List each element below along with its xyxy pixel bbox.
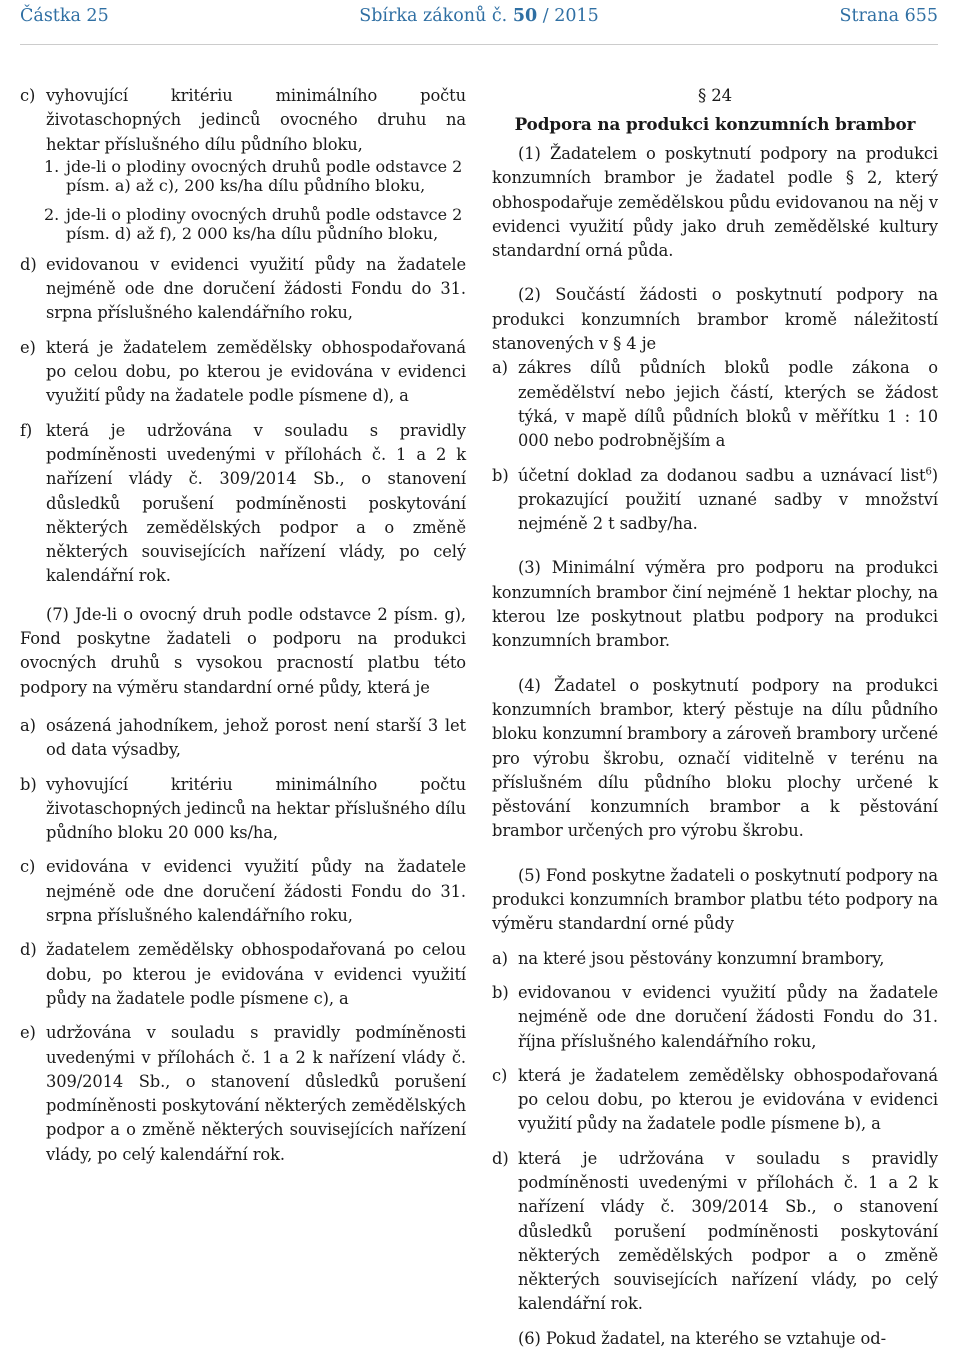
list-item (492, 981, 938, 1054)
item-text: vyhovující kritériu minimálního počtu životaschopných jedinců na hektar příslušného dílu půdního bloku 20 000 ks/ha, (46, 774, 466, 843)
item-label: d) (492, 1148, 509, 1168)
list-item (492, 356, 938, 453)
list-item (492, 947, 938, 971)
header-divider (20, 44, 938, 45)
right-column (492, 84, 938, 1351)
item-label: d) (20, 940, 37, 960)
item-label: d) (20, 254, 37, 274)
paragraph-1: (1) Žadatelem o poskytnutí podpory na produkci konzumních brambor je žadatel podle § 2, který obhospodařuje zemědělskou půdu evidovanou na něj v evidenci využití půdy jako druh zemědělské kultury standardní orná půda. (492, 144, 938, 261)
item-text-part: účetní doklad za dodanou sadbu a uznávací list (518, 465, 926, 485)
page-header (20, 6, 938, 32)
item-text: vyhovující kritériu minimálního počtu životaschopných jedinců ovocného druhu na hektar příslušného dílu půdního bloku, (46, 86, 466, 154)
item-label: a) (492, 358, 508, 378)
list-item (20, 773, 466, 846)
list-item (492, 1064, 938, 1137)
paragraph-4: (4) Žadatel o poskytnutí podpory na produkci konzumních brambor, který pěstuje na dílu půdního bloku konzumní brambory a zároveň brambory určené pro výrobu škrobu, označí viditelně v terénu na příslušném dílu půdního bloku plochy určené k pěstování konzumních brambor a k pěstování brambor určených pro výrobu škrobu. (492, 675, 938, 841)
item-label: a) (492, 948, 508, 968)
item-text: zákres dílů půdních bloků podle zákona o zemědělství nebo jejich částí, kterých se žádost týká, v mapě dílů půdních bloků v měřítku 1 : 10 000 nebo podrobnějším a (518, 358, 938, 451)
item-text: žadatelem zemědělsky obhospodařovaná po celou dobu, po kterou je evidována v evidenci využití půdy na žadatele podle písmene c), a (46, 940, 466, 1008)
item-text: která je žadatelem zemědělsky obhospodařovaná po celou dobu, po kterou je evidována v evidenci využití půdy na žadatele podle písmene b), a (518, 1065, 938, 1134)
item-text: osázená jahodníkem, jehož porost není starší 3 let od data výsadby, (46, 715, 466, 760)
sub-list-item (20, 205, 466, 243)
header-part: Částka 25 (20, 6, 109, 26)
footnote-ref: 6 (925, 466, 932, 478)
item-text: evidována v evidenci využití půdy na žadatele nejméně ode dne doručení žádosti Fondu do 31. srpna příslušného kalendářního roku, (46, 857, 466, 926)
item-label: c) (492, 1065, 508, 1085)
item-text: která je udržována v souladu s pravidly podmíněnosti uvedenými v přílohách č. 1 a 2 k nařízení vlády č. 309/2014 Sb., o stanovení důsledků porušení podmíněnosti poskytování některých zemědělských podpor a o změně některých souvisejících nařízení vlády, po celý kalendářní rok. (518, 1148, 938, 1314)
header-page: Strana 655 (839, 6, 938, 26)
paragraph-3: (3) Minimální výměra pro podporu na produkci konzumních brambor činí nejméně 1 hektar plochy, na kterou lze poskytnout platbu podpory na produkci konzumních brambor. (492, 558, 938, 651)
item-text: která je žadatelem zemědělsky obhospodařovaná po celou dobu, po kterou je evidována v evidenci využití půdy na žadatele podle písmene d), a (46, 337, 466, 406)
item-text (518, 466, 938, 534)
journal-name: Sbírka zákonů č. (359, 6, 508, 26)
item-label: c) (20, 86, 36, 105)
paragraph-6: (6) Pokud žadatel, na kterého se vztahuje od- (518, 1328, 886, 1348)
item-label: e) (20, 1023, 36, 1043)
item-text: udržována v souladu s pravidly podmíněnosti uvedenými v přílohách č. 1 a 2 k nařízení vlády č. 309/2014 Sb., o stanovení důsledků porušení podmíněnosti poskytování některých zemědělských podpor a o změně některých souvisejících nařízení vlády, po celý kalendářní rok. (46, 1023, 466, 1164)
list-item (20, 253, 466, 326)
sub-list-item (20, 157, 466, 195)
list-item (20, 419, 466, 589)
item-label: e) (20, 337, 36, 357)
item-text: evidovanou v evidenci využití půdy na žadatele nejméně ode dne doručení žádosti Fondu do 31. srpna příslušného kalendářního roku, (46, 254, 466, 323)
item-label: f) (20, 420, 33, 440)
item-text: která je udržována v souladu s pravidly podmíněnosti uvedenými v přílohách č. 1 a 2 k nařízení vlády č. 309/2014 Sb., o stanovení důsledků porušení podmíněnosti poskytování některých zemědělských podpor a o změně některých souvisejících nařízení vlády, po celý kalendářní rok. (46, 420, 466, 586)
header-journal (20, 6, 938, 26)
item-text: jde-li o plodiny ovocných druhů podle odstavce 2 písm. d) až f), 2 000 ks/ha dílu půdního bloku, (66, 204, 463, 243)
paragraph-2: (2) Součástí žádosti o poskytnutí podpory na produkci konzumních brambor kromě náležitostí stanovených v § 4 je (492, 285, 938, 354)
item-label: 1. (44, 156, 60, 176)
paragraph-7: (7) Jde-li o ovocný druh podle odstavce 2 písm. g), Fond poskytne žadateli o podporu na produkci ovocných druhů s vysokou pracností platbu této podpory na výměru standardní orné půdy, která je (20, 604, 466, 697)
item-text: jde-li o plodiny ovocných druhů podle odstavce 2 písm. a) až c), 200 ks/ha dílu půdního bloku, (66, 156, 463, 195)
journal-year: / 2015 (537, 6, 599, 26)
item-text: evidovanou v evidenci využití půdy na žadatele nejméně ode dne doručení žádosti Fondu do 31. října příslušného kalendářního roku, (518, 982, 938, 1051)
list-item (492, 1147, 938, 1317)
section-number: § 24 (697, 86, 733, 105)
item-label: b) (492, 982, 509, 1002)
item-label: b) (20, 774, 37, 794)
list-item (20, 336, 466, 409)
journal-number: 50 (512, 6, 538, 26)
list-item (20, 84, 466, 157)
list-item (20, 1021, 466, 1167)
list-item (20, 855, 466, 928)
item-text-part: ) prokazující použití uznané sadby v množství nejméně 2 t sadby/ha. (518, 465, 938, 534)
item-label: c) (20, 857, 36, 877)
left-column (20, 84, 466, 1167)
paragraph-5: (5) Fond poskytne žadateli o poskytnutí podpory na produkci konzumních brambor platbu této podpory na výměru standardní orné půdy (492, 865, 938, 934)
item-label: b) (492, 465, 509, 485)
item-label: a) (20, 715, 36, 735)
list-item (20, 714, 466, 763)
item-label: 2. (44, 204, 60, 224)
section-title: Podpora na produkci konzumních brambor (514, 114, 916, 134)
item-text: na které jsou pěstovány konzumní brambory, (518, 948, 885, 968)
list-item (492, 464, 938, 537)
list-item (20, 938, 466, 1011)
